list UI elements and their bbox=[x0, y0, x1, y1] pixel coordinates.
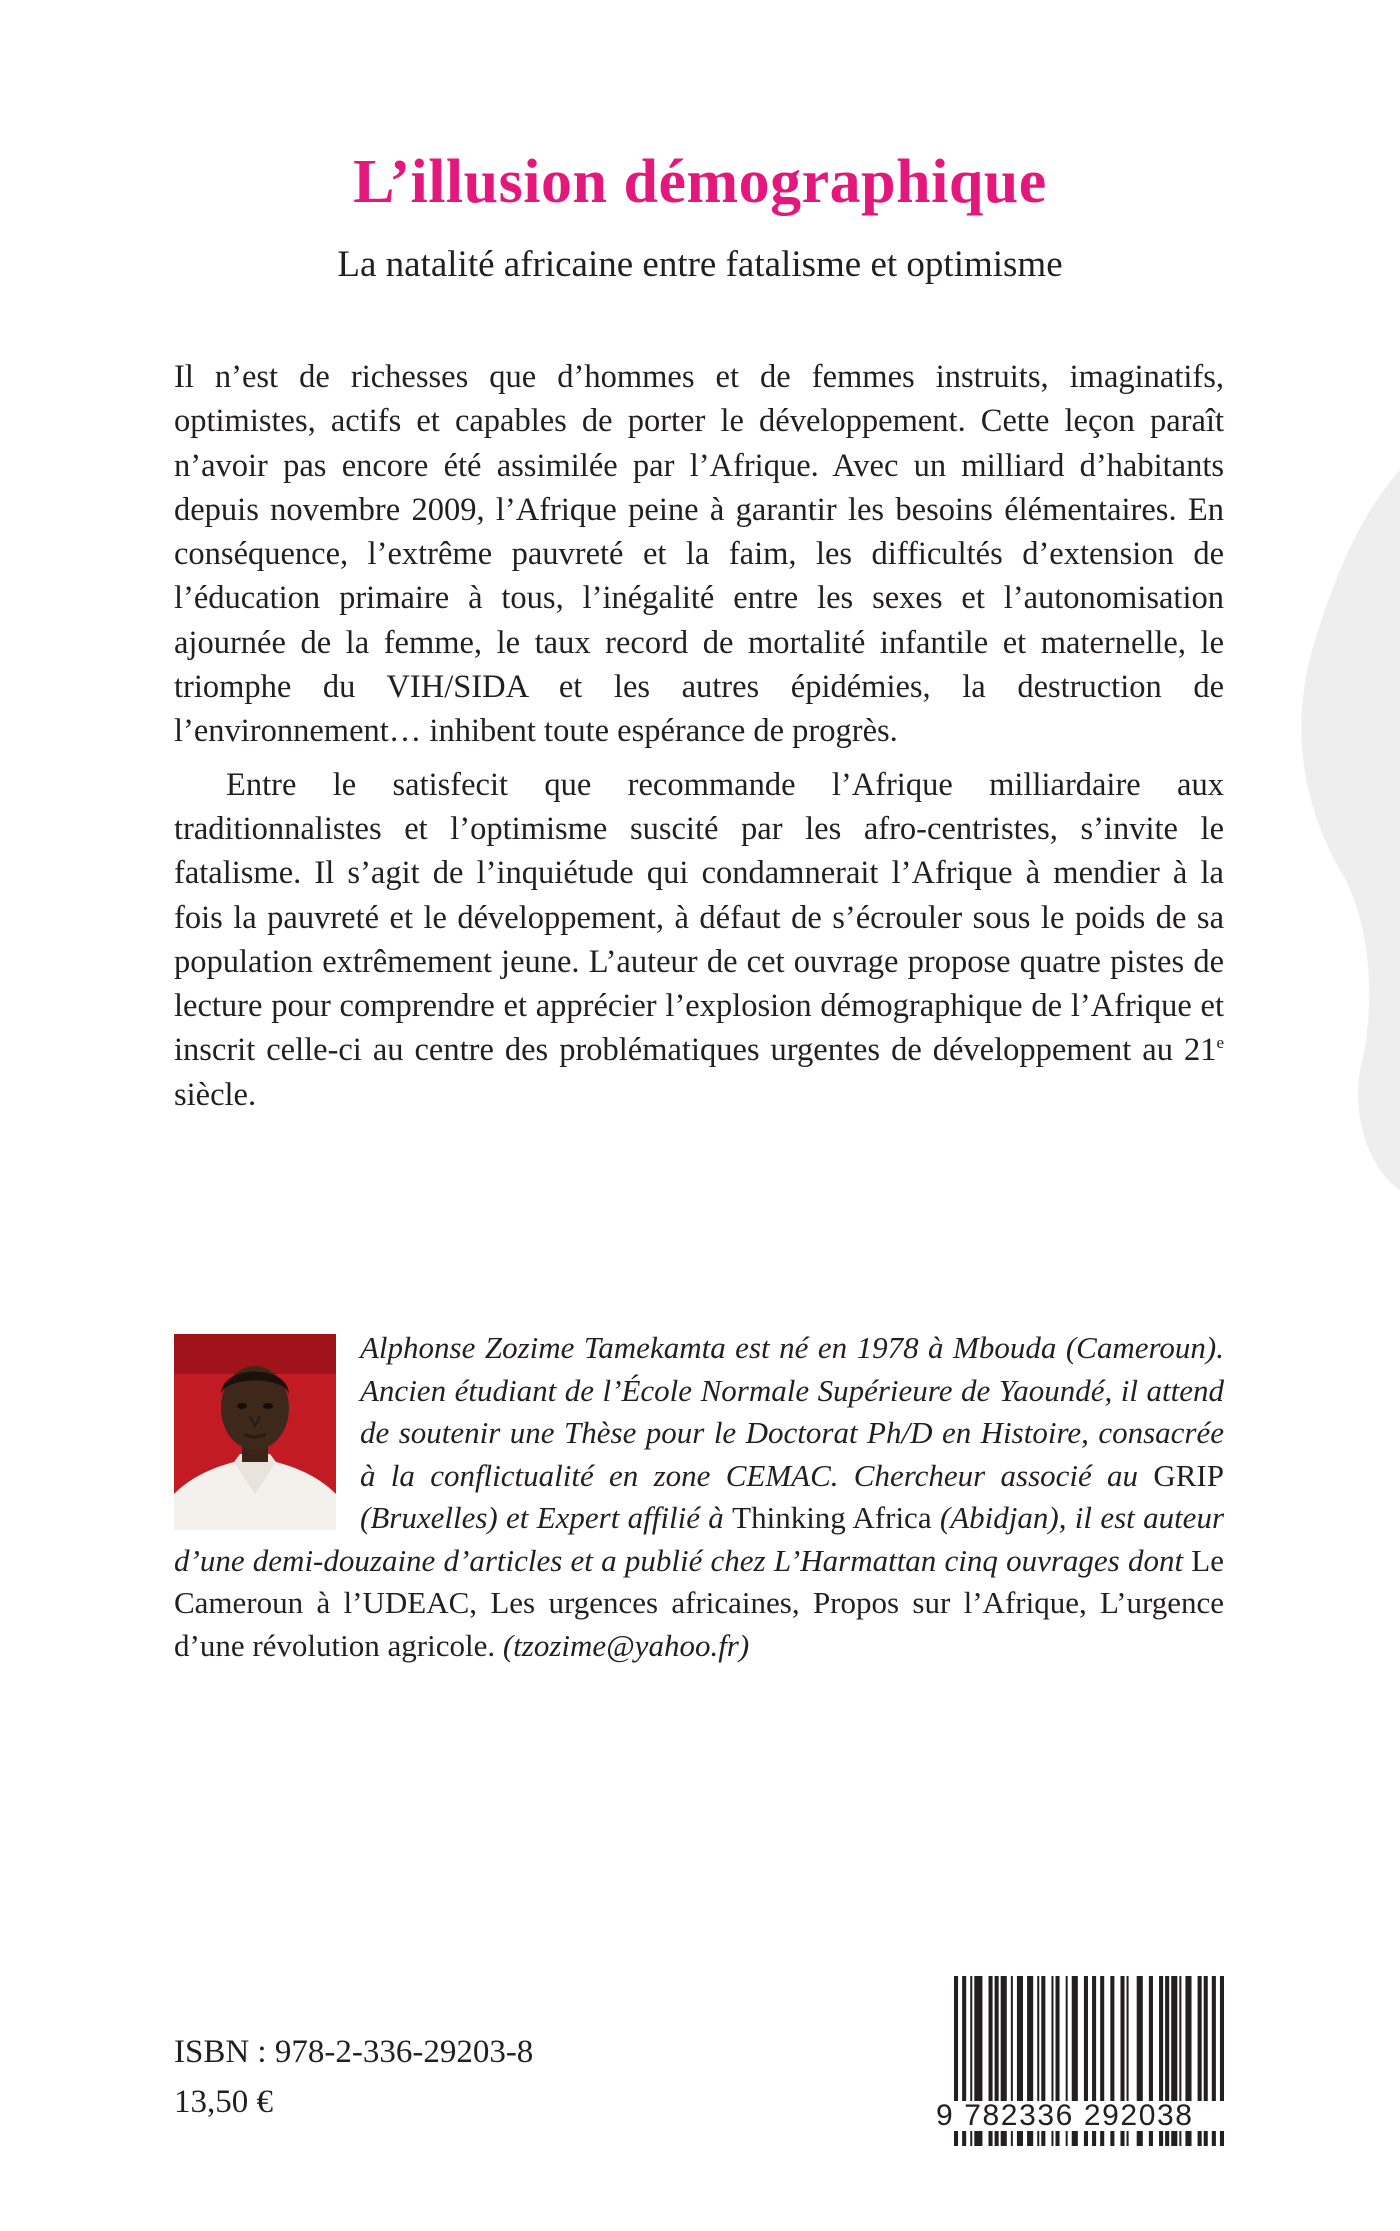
book-subtitle: La natalité africaine entre fatalisme et optimisme bbox=[337, 244, 1063, 285]
decorative-shape bbox=[1260, 470, 1400, 1190]
blurb-paragraph-2 bbox=[174, 763, 1224, 1117]
isbn: ISBN : 978-2-336-29203-8 bbox=[174, 2034, 534, 2070]
author-photo bbox=[174, 1334, 336, 1530]
price: 13,50 € bbox=[174, 2084, 273, 2120]
blurb-paragraph-1: Il n’est de richesses que d’hommes et de femmes instruits, imaginatifs, optimistes, actifs et capables de porter le développement. Cette leçon paraît n’avoir pas encore été assimilée par l’Afrique. Avec un milliard d’habitants depuis novembre 2009, l’Afrique peine à garantir les besoins élémentaires. En conséquence, l’extrême pauvreté et la faim, les difficultés d’extension de l’éducation primaire à tous, l’inégalité entre les sexes et l’autonomisation ajournée de la femme, le taux record de mortalité infantile et maternelle, le triomphe du VIH/SIDA et les autres épidémies, la destruction de l’environnement… inhibent toute espérance de progrès. bbox=[174, 359, 1224, 750]
author-bio-part-3: (Abidjan), il est auteur d’une demi-douzaine d’articles et a publié chez L’Harmattan cinq ouvrages dont bbox=[174, 1500, 1225, 1578]
author-email: (tzozime@yahoo.fr) bbox=[495, 1627, 750, 1663]
author-bio-part-1: est né en 1978 à Mbouda (Cameroun). Ancien étudiant de l’École Normale Supérieure de Yaoundé, il attend de soutenir une Thèse pour le Doctorat Ph/D en Histoire, consacrée à la conflictualité en zone CEMAC. Chercheur associé au bbox=[360, 1330, 1224, 1493]
century-superscript: e bbox=[1216, 1033, 1224, 1053]
barcode-digits: 9 782336 292038 bbox=[934, 2101, 1238, 2131]
blurb-paragraph-2-end: siècle. bbox=[174, 1076, 257, 1113]
author-bio bbox=[174, 1327, 1224, 1667]
blurb-paragraph-2-text: Entre le satisfecit que recommande l’Afrique milliardaire aux traditionnalistes et l’optimisme suscité par les afro-centristes, s’invite le fatalisme. Il s’agit de l’inquiétude qui condamnerait l’Afrique à mendier à la fois la pauvreté et le développement, à défaut de s’écrouler sous le poids de sa population extrêmement jeune. L’auteur de cet ouvrage propose quatre pistes de lecture pour comprendre et apprécier l’explosion démographique de l’Afrique et inscrit celle-ci au centre des problématiques urgentes de développement au 21 bbox=[174, 766, 1224, 1069]
author-bio-part-2: (Bruxelles) et Expert affilié à bbox=[360, 1500, 733, 1535]
author-portrait-image bbox=[174, 1334, 336, 1530]
author-name: Alphonse Zozime Tamekamta bbox=[360, 1330, 726, 1365]
author-grip: GRIP bbox=[1153, 1457, 1224, 1493]
author-thinking-africa: Thinking Africa bbox=[732, 1500, 932, 1535]
book-title: L’illusion démographique bbox=[353, 148, 1047, 216]
author-books: Le Cameroun à l’UDEAC, Les urgences africaines, Propos sur l’Afrique, L’urgence d’une révolution agricole. bbox=[174, 1542, 1224, 1663]
back-cover-blurb bbox=[174, 355, 1224, 1117]
